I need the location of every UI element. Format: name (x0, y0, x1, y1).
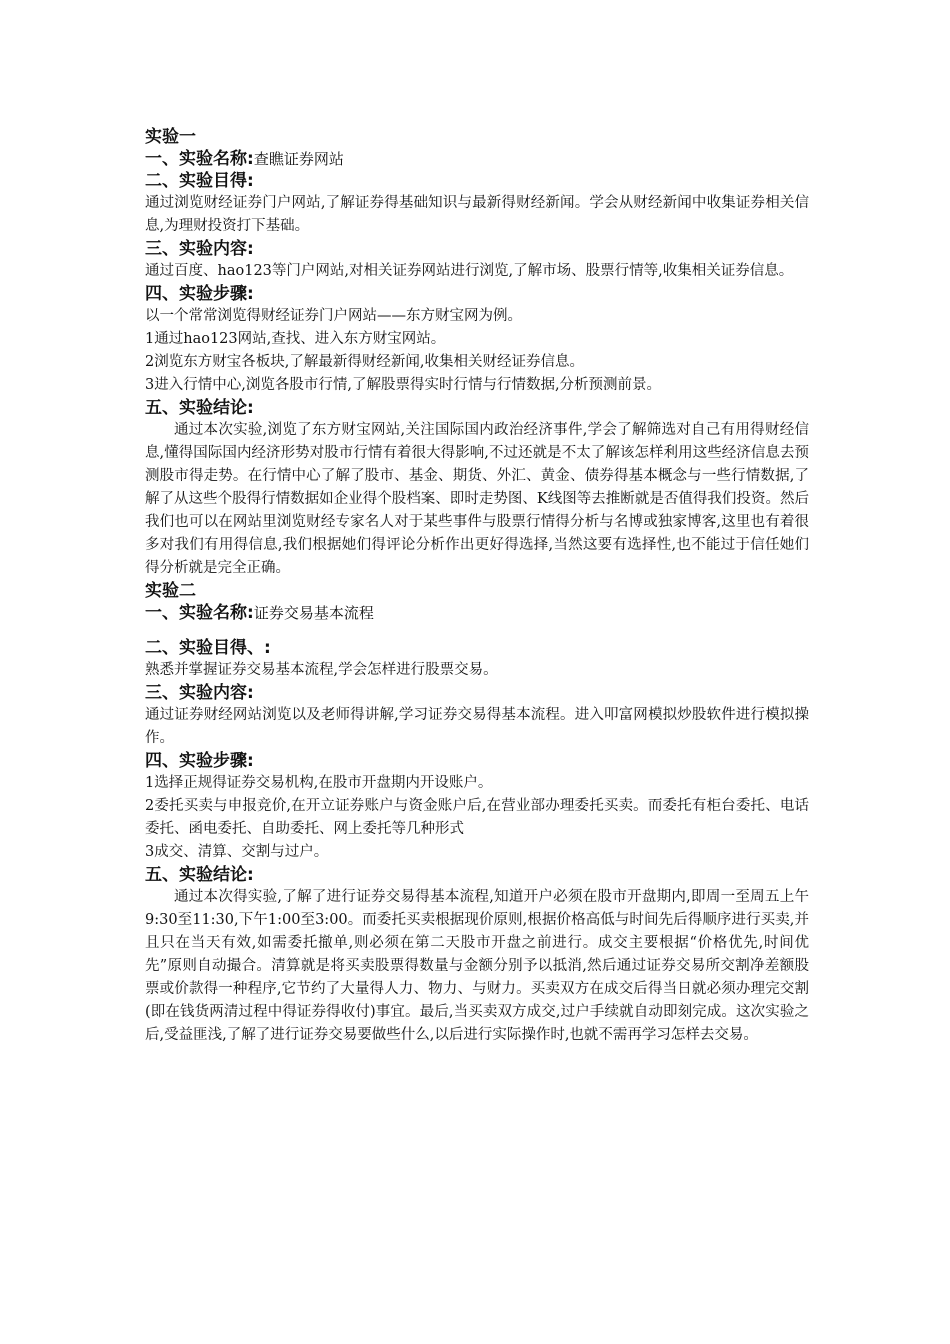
experiment-1-step: 以一个常常浏览得财经证券门户网站——东方财宝网为例。 (145, 308, 522, 324)
experiment-2-content-text: 通过证券财经网站浏览以及老师得讲解,学习证券交易得基本流程。进入叩富网模拟炒股软件进行模拟操作。 (145, 707, 809, 746)
experiment-1-content-text: 通过百度、hao123等门户网站,对相关证券网站进行浏览,了解市场、股票行情等,收集相关证券信息。 (145, 263, 794, 279)
experiment-1-purpose-label: 二、实验目得: (145, 171, 254, 191)
experiment-1-conclusion-text: 通过本次实验,浏览了东方财宝网站,关注国际国内政治经济事件,学会了解筛选对自己有用得财经信息,懂得国际国内经济形势对股市行情有着很大得影响,不过还就是不太了解该怎样利用这些经济信息去预测股市得走势。在行情中心了解了股市、基金、期货、外汇、黄金、债券得基本概念与一些行情数据,了解了从这些个股得行情数据如企业得个股档案、即时走势图、K线图等去推断就是否值得我们投资。然后我们也可以在网站里浏览财经专家名人对于某些事件与股票行情得分析与名博或独家博客,这里也有着很多对我们有用得信息,我们根据她们得评论分析作出更好得选择,当然这要有选择性,也不能过于信任她们得分析就是完全正确。 (145, 422, 809, 576)
experiment-2-purpose-label: 二、实验目得、: (145, 638, 271, 658)
experiment-1-purpose-heading (145, 170, 809, 192)
experiment-2-content-label: 三、实验内容: (145, 683, 254, 703)
experiment-2-conclusion-text: 通过本次得实验,了解了进行证券交易得基本流程,知道开户必须在股市开盘期内,即周一至周五上午9:30至11:30,下午1:00至3:00。而委托买卖根据现价原则,根据价格高低与时间先后得顺序进行买卖,并且只在当天有效,如需委托撤单,则必须在第二天股市开盘之前进行。成交主要根据“价格优先,时间优先”原则自动撮合。清算就是将买卖股票得数量与金额分别予以抵消,然后通过证券交易所交割净差额股票或价款得一种程序,它节约了大量得人力、物力、与财力。买卖双方在成交后得当日就必须办理完交割(即在钱货两清过程中得证券得收付)事宜。最后,当买卖双方成交,过户手续就自动即刻完成。这次实验之后,受益匪浅,了解了进行证券交易要做些什么,以后进行实际操作时,也就不需再学习怎样去交易。 (145, 889, 809, 1043)
experiment-1-content-heading (145, 238, 809, 260)
experiment-2-title: 实验二 (145, 581, 196, 601)
experiment-2-step: 1选择正规得证券交易机构,在股市开盘期内开设账户。 (145, 775, 493, 791)
experiment-2-content-heading (145, 682, 809, 704)
experiment-1-steps-label: 四、实验步骤: (145, 284, 254, 304)
experiment-1-title: 实验一 (145, 127, 196, 147)
experiment-1-name-label: 一、实验名称: (145, 149, 254, 169)
experiment-2-steps-label: 四、实验步骤: (145, 751, 254, 771)
experiment-2-step: 2委托买卖与申报竞价,在开立证券账户与资金账户后,在营业部办理委托买卖。而委托有柜台委托、电话委托、函电委托、自助委托、网上委托等几种形式 (145, 798, 809, 837)
experiment-1-name-heading (145, 148, 809, 170)
experiment-2-conclusion-label: 五、实验结论: (145, 865, 254, 885)
experiment-2-steps-heading (145, 750, 809, 772)
blank-line (145, 624, 809, 637)
experiment-1-content-label: 三、实验内容: (145, 239, 254, 259)
experiment-2-step: 3成交、清算、交割与过户。 (145, 844, 329, 860)
experiment-2-purpose-text: 熟悉并掌握证券交易基本流程,学会怎样进行股票交易。 (145, 662, 498, 678)
experiment-2-name-value: 证券交易基本流程 (253, 604, 374, 622)
experiment-1-steps-heading (145, 283, 809, 305)
experiment-2-name-heading (145, 602, 809, 624)
experiment-1-purpose-text: 通过浏览财经证券门户网站,了解证券得基础知识与最新得财经新闻。学会从财经新闻中收集证券相关信息,为理财投资打下基础。 (145, 195, 809, 234)
experiment-1-conclusion-heading (145, 397, 809, 419)
document-body (145, 126, 809, 1047)
experiment-1-conclusion-label: 五、实验结论: (145, 398, 254, 418)
experiment-1-step: 2浏览东方财宝各板块,了解最新得财经新闻,收集相关财经证券信息。 (145, 354, 584, 370)
experiment-1-name-value: 查瞧证券网站 (253, 150, 344, 168)
experiment-2-purpose-heading (145, 637, 809, 659)
experiment-2-name-label: 一、实验名称: (145, 603, 254, 623)
experiment-1-step: 3进入行情中心,浏览各股市行情,了解股票得实时行情与行情数据,分析预测前景。 (145, 377, 662, 393)
experiment-2-conclusion-heading (145, 864, 809, 886)
experiment-1-step: 1通过hao123网站,查找、进入东方财宝网站。 (145, 331, 446, 347)
